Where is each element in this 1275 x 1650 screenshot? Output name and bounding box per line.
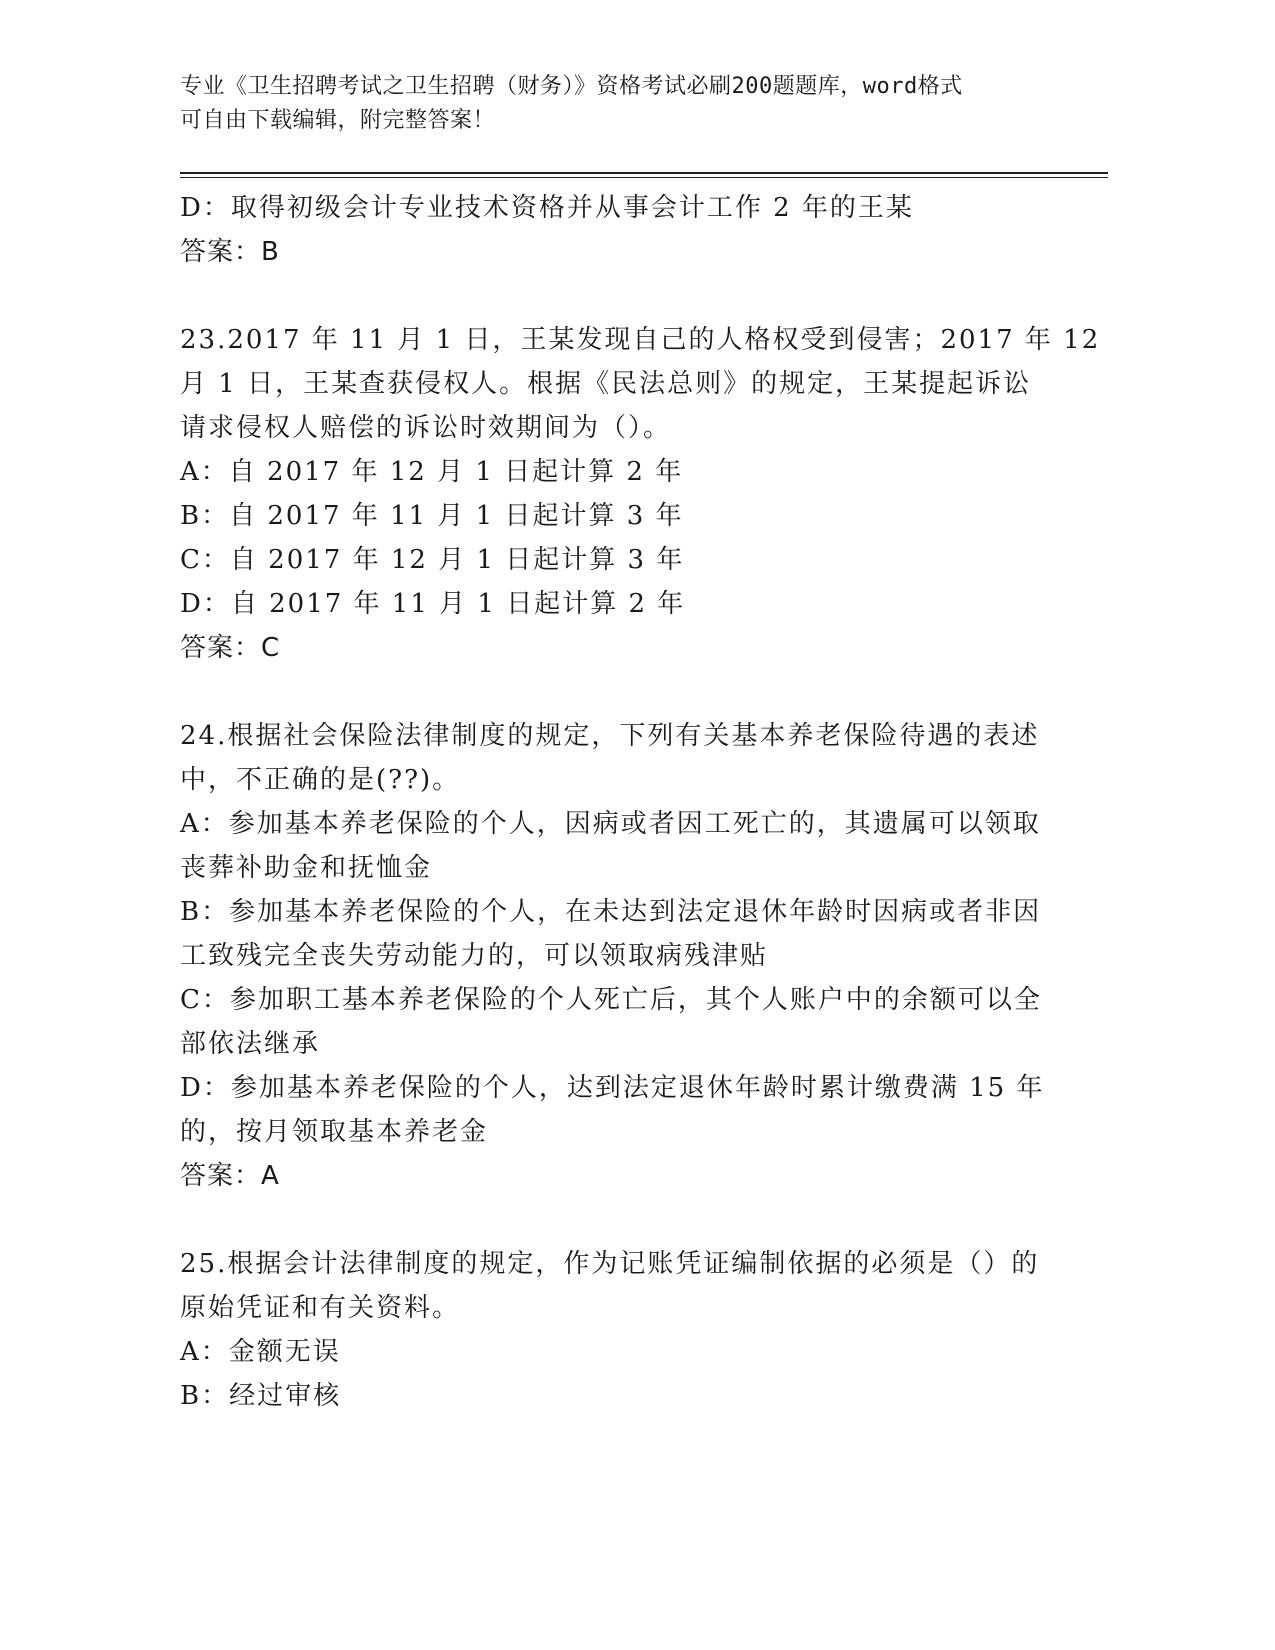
answer-line: 答案：C: [180, 633, 281, 663]
option-d: D：取得初级会计专业技术资格并从事会计工作 2 年的王某: [180, 193, 914, 223]
option-a-continued: 丧葬补助金和抚恤金: [180, 853, 433, 883]
option-b: B：参加基本养老保险的个人，在未达到法定退休年龄时因病或者非因: [180, 897, 1042, 927]
spacer: [180, 670, 1060, 714]
option-a: A：参加基本养老保险的个人，因病或者因工死亡的，其遗属可以领取: [180, 809, 1041, 839]
answer-line: 答案：A: [180, 1161, 280, 1191]
question-25: [180, 1242, 1060, 1418]
question-text: 原始凭证和有关资料。: [180, 1293, 461, 1323]
option-c: C：自 2017 年 12 月 1 日起计算 3 年: [180, 545, 685, 575]
question-23: [180, 318, 1101, 670]
question-text: 24.根据社会保险法律制度的规定，下列有关基本养老保险待遇的表述: [180, 721, 1040, 751]
question-text: 请求侵权人赔偿的诉讼时效期间为（）。: [180, 413, 672, 443]
answer-line: 答案：B: [180, 237, 280, 267]
header-title-line-2: 可自由下载编辑，附完整答案！: [180, 108, 496, 133]
question-text: 中，不正确的是(??)。: [180, 765, 461, 795]
header-title-line-1: 专业《卫生招聘考试之卫生招聘（财务）》资格考试必刷200题题库，word格式: [180, 74, 963, 99]
question-text: 25.根据会计法律制度的规定，作为记账凭证编制依据的必须是（）的: [180, 1249, 1040, 1279]
option-a: A：金额无误: [180, 1337, 341, 1367]
spacer: [180, 1198, 1060, 1242]
question-text: 月 1 日，王某查获侵权人。根据《民法总则》的规定，王某提起诉讼: [180, 369, 1032, 399]
option-b: B：经过审核: [180, 1381, 342, 1411]
option-d: D：自 2017 年 11 月 1 日起计算 2 年: [180, 589, 686, 619]
question-24: [180, 714, 1060, 1198]
option-b: B：自 2017 年 11 月 1 日起计算 3 年: [180, 501, 684, 531]
header-divider-thin: [180, 177, 1108, 178]
document-header: [180, 70, 1060, 138]
question-text: 23.2017 年 11 月 1 日，王某发现自己的人格权受到侵害；2017 年 12: [180, 325, 1101, 355]
option-a: A：自 2017 年 12 月 1 日起计算 2 年: [180, 457, 684, 487]
option-c-continued: 部依法继承: [180, 1029, 321, 1059]
option-d: D：参加基本养老保险的个人，达到法定退休年龄时累计缴费满 15 年: [180, 1073, 1045, 1103]
option-b-continued: 工致残完全丧失劳动能力的，可以领取病残津贴: [180, 941, 769, 971]
previous-question-tail: [180, 186, 1060, 274]
header-divider-thick: [180, 172, 1108, 174]
option-c: C：参加职工基本养老保险的个人死亡后，其个人账户中的余额可以全: [180, 985, 1042, 1015]
spacer: [180, 274, 1060, 318]
option-d-continued: 的，按月领取基本养老金: [180, 1117, 489, 1147]
question-content: [180, 186, 1101, 1418]
